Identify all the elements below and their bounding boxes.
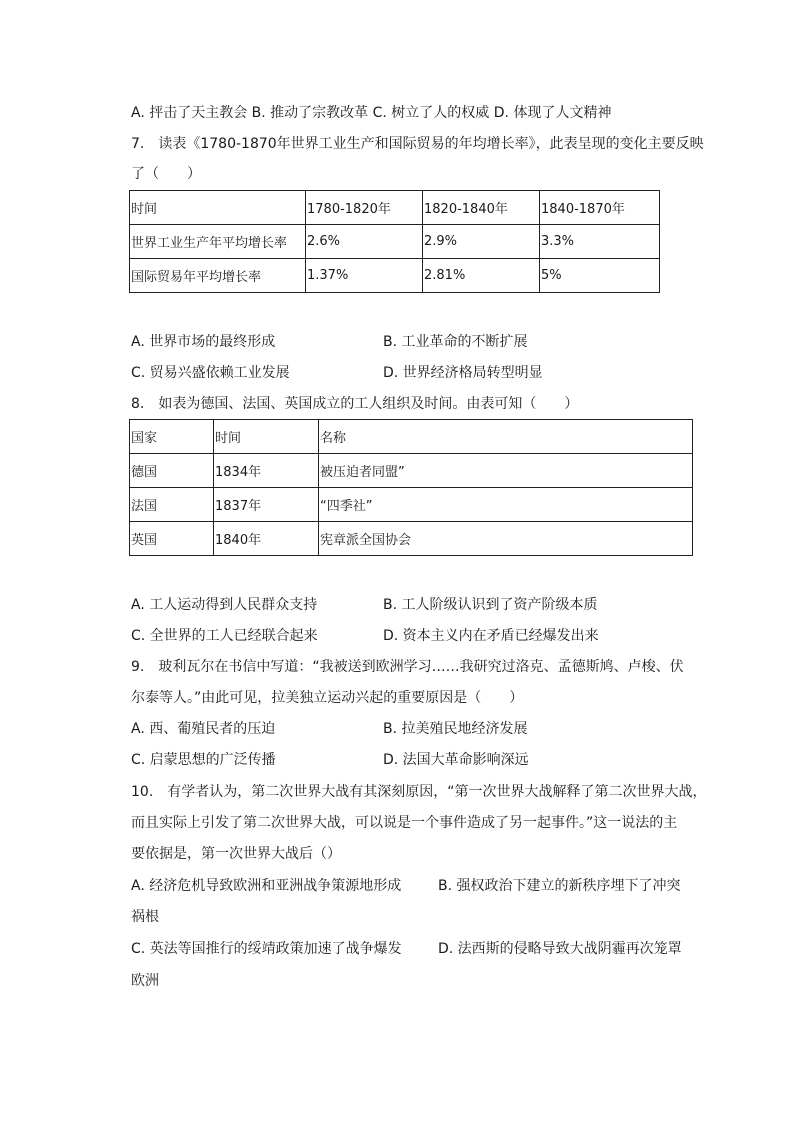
table-cell: 时间	[130, 191, 306, 225]
q10-option-d-continued: 欧洲	[131, 973, 159, 989]
table-cell: “四季社”	[319, 488, 693, 522]
table-row	[130, 259, 660, 293]
table-cell: 1840-1870年	[540, 191, 660, 225]
q10-option-b: B. 强权政治下建立的新秩序埋下了冲突	[438, 878, 681, 894]
q7-option-a: A. 世界市场的最终形成	[131, 334, 276, 350]
q10-option-c: C. 英法等国推行的绥靖政策加速了战争爆发	[131, 941, 402, 957]
q10-option-b-continued: 祸根	[131, 909, 159, 925]
table-cell: 英国	[130, 522, 214, 556]
q10-option-a: A. 经济危机导致欧洲和亚洲战争策源地形成	[131, 878, 402, 894]
table-row	[130, 420, 693, 454]
q8-table	[129, 419, 693, 556]
q8-option-b: B. 工人阶级认识到了资产阶级本质	[383, 597, 598, 613]
q7-option-d: D. 世界经济格局转型明显	[383, 365, 543, 381]
q9-option-d: D. 法国大革命影响深远	[383, 752, 529, 768]
q9-option-a: A. 西、葡殖民者的压迫	[131, 721, 276, 737]
q8-option-c: C. 全世界的工人已经联合起来	[131, 628, 318, 644]
table-row	[130, 454, 693, 488]
q9-option-b: B. 拉美殖民地经济发展	[383, 721, 528, 737]
table-cell: 被压迫者同盟”	[319, 454, 693, 488]
q7-option-c: C. 贸易兴盛依赖工业发展	[131, 365, 290, 381]
table-cell: 时间	[214, 420, 319, 454]
q7-stem-line2: 了（ ）	[131, 166, 201, 182]
q9-option-c: C. 启蒙思想的广泛传播	[131, 752, 276, 768]
q8-stem-line1: 8. 如表为德国、法国、英国成立的工人组织及时间。由表可知（ ）	[131, 396, 579, 412]
q7-stem-line1: 7. 读表《1780-1870年世界工业生产和国际贸易的年均增长率》，此表呈现的变化主要反映	[131, 136, 704, 152]
table-cell: 2.6%	[306, 225, 423, 259]
q10-option-d: D. 法西斯的侵略导致大战阴霾再次笼罩	[438, 941, 682, 957]
table-cell: 德国	[130, 454, 214, 488]
table-cell: 1780-1820年	[306, 191, 423, 225]
table-cell: 1820-1840年	[423, 191, 540, 225]
q8-option-d: D. 资本主义内在矛盾已经爆发出来	[383, 628, 599, 644]
q9-stem-line1: 9. 玻利瓦尔在书信中写道：“我被送到欧洲学习……我研究过洛克、孟德斯鸠、卢梭、伏	[131, 659, 684, 675]
table-cell: 1840年	[214, 522, 319, 556]
table-cell: 1.37%	[306, 259, 423, 293]
q6-options: A. 抨击了天主教会 B. 推动了宗教改革 C. 树立了人的权威 D. 体现了人文精神	[131, 105, 612, 121]
q7-table	[129, 190, 660, 293]
table-cell: 2.81%	[423, 259, 540, 293]
table-row	[130, 522, 693, 556]
table-cell: 5%	[540, 259, 660, 293]
table-cell: 世界工业生产年平均增长率	[130, 225, 306, 259]
table-row	[130, 488, 693, 522]
table-row	[130, 225, 660, 259]
table-cell: 3.3%	[540, 225, 660, 259]
q9-stem-line2: 尔泰等人。”由此可见，拉美独立运动兴起的重要原因是（ ）	[131, 690, 524, 706]
q8-option-a: A. 工人运动得到人民群众支持	[131, 597, 318, 613]
table-cell: 国家	[130, 420, 214, 454]
q10-stem-line1: 10. 有学者认为，第二次世界大战有其深刻原因，“第一次世界大战解释了第二次世界大战，	[131, 784, 707, 800]
q7-option-b: B. 工业革命的不断扩展	[383, 334, 528, 350]
table-cell: 国际贸易年平均增长率	[130, 259, 306, 293]
table-cell: 宪章派全国协会	[319, 522, 693, 556]
q10-stem-line2: 而且实际上引发了第二次世界大战，可以说是一个事件造成了另一起事件。”这一说法的主	[131, 815, 678, 831]
q10-stem-line3: 要依据是，第一次世界大战后（）	[131, 846, 341, 862]
table-cell: 1834年	[214, 454, 319, 488]
table-cell: 名称	[319, 420, 693, 454]
table-cell: 1837年	[214, 488, 319, 522]
table-row	[130, 191, 660, 225]
table-cell: 2.9%	[423, 225, 540, 259]
table-cell: 法国	[130, 488, 214, 522]
